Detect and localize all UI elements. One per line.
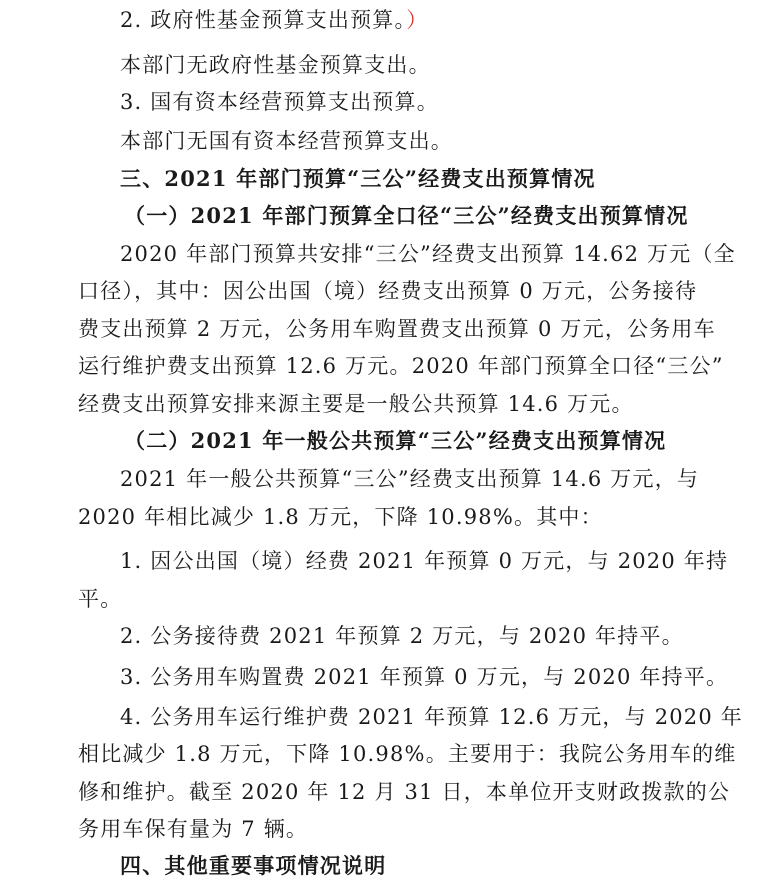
doc-line-4: 本部门无国有资本经营预算支出。 <box>120 129 453 153</box>
doc-line-21: 修和维护。截至 2020 年 12 月 31 日，本单位开支财政拨款的公 <box>78 780 731 804</box>
subsection-heading-2: （二）2021 年一般公共预算“三公”经费支出预算情况 <box>124 428 667 453</box>
doc-line-22: 务用车保有量为 7 辆。 <box>78 817 309 841</box>
section-heading-4: 四、其他重要事项情况说明 <box>120 853 387 878</box>
doc-line-7: 2020 年部门预算共安排“三公”经费支出预算 14.62 万元（全 <box>120 242 736 266</box>
doc-line-14: 2020 年相比减少 1.8 万元，下降 10.98%。其中： <box>78 505 603 529</box>
doc-line-9: 费支出预算 2 万元，公务用车购置费支出预算 0 万元，公务用车 <box>78 317 716 341</box>
doc-line-17: 2. 公务接待费 2021 年预算 2 万元，与 2020 年持平。 <box>120 624 684 648</box>
red-annotation-mark: ） <box>406 8 429 32</box>
doc-line-3: 3. 国有资本经营预算支出预算。 <box>120 90 439 114</box>
doc-line-20: 相比减少 1.8 万元，下降 10.98%。主要用于：我院公务用车的维 <box>78 742 737 766</box>
doc-line-16: 平。 <box>78 587 123 611</box>
doc-line-13: 2021 年一般公共预算“三公”经费支出预算 14.6 万元，与 <box>120 467 700 491</box>
doc-line-15: 1. 因公出国（境）经费 2021 年预算 0 万元，与 2020 年持 <box>120 549 729 573</box>
doc-line-18: 3. 公务用车购置费 2021 年预算 0 万元，与 2020 年持平。 <box>120 665 729 689</box>
section-heading-3: 三、2021 年部门预算“三公”经费支出预算情况 <box>120 166 596 191</box>
doc-line-19: 4. 公务用车运行维护费 2021 年预算 12.6 万元，与 2020 年 <box>120 705 744 729</box>
doc-line-8: 口径），其中：因公出国（境）经费支出预算 0 万元，公务接待 <box>78 279 698 303</box>
doc-line-1: 2. 政府性基金预算支出预算。） <box>120 8 429 32</box>
doc-line-2: 本部门无政府性基金预算支出。 <box>120 53 431 77</box>
subsection-heading-1: （一）2021 年部门预算全口径“三公”经费支出预算情况 <box>124 203 689 228</box>
doc-line-10: 运行维护费支出预算 12.6 万元。2020 年部门预算全口径“三公” <box>78 354 724 378</box>
doc-line-11: 经费支出预算安排来源主要是一般公共预算 14.6 万元。 <box>78 392 634 416</box>
